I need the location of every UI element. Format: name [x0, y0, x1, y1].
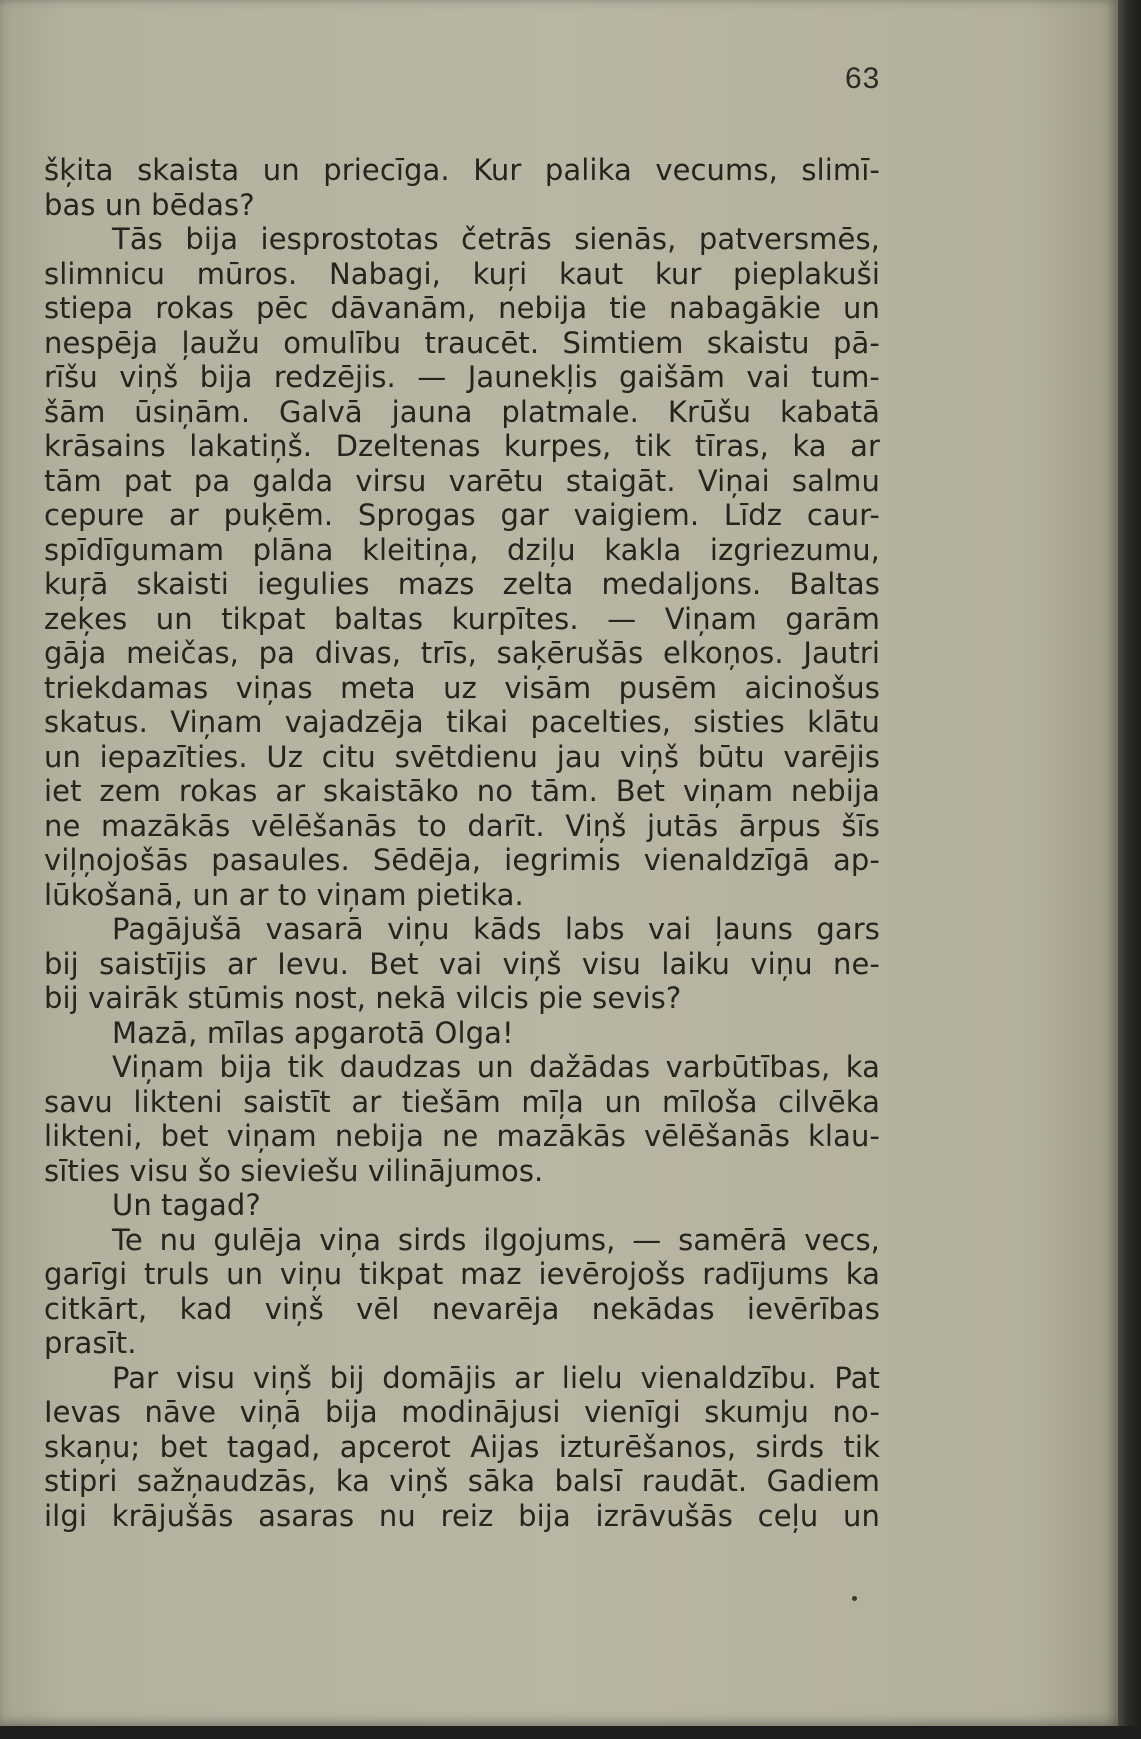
text-line: ne mazākās vēlēšanās to darīt. Viņš jutās ārpus šīs: [44, 808, 880, 843]
page-bottom-edge: [0, 1726, 1141, 1739]
text-line: slimnicu mūros. Nabagi, kuŗi kaut kur pieplakuši: [44, 256, 880, 291]
text-line: krāsains lakatiņš. Dzeltenas kurpes, tik tīras, ka ar: [44, 429, 880, 463]
ink-speck: [852, 1596, 857, 1601]
text-line: gāja meičas, pa divas, trīs, saķērušās elkoņos. Jautri: [44, 636, 880, 670]
text-line: garīgi truls un viņu tikpat maz ievērojošs radījums ka: [44, 1257, 880, 1291]
text-line: spīdīgumam plāna kleitiņa, dziļu kakla izgriezumu,: [44, 532, 880, 567]
text-line: bas un bēdas?: [44, 187, 255, 222]
text-line: prasīt.: [44, 1326, 137, 1360]
text-line: Mazā, mīlas apgarotā Olga!: [112, 1015, 514, 1050]
text-line: kuŗā skaisti iegulies mazs zelta medaljons. Baltas: [44, 567, 880, 601]
text-line: nespēja ļaužu omulību traucēt. Simtiem skaistu pā-: [44, 325, 880, 360]
text-line: šām ūsiņām. Galvā jauna platmale. Krūšu kabatā: [44, 394, 880, 429]
text-line: citkārt, kad viņš vēl nevarēja nekādas ievērības: [44, 1291, 880, 1326]
body-text: [44, 153, 880, 1533]
text-line: stipri sažņaudzās, ka viņš sāka balsī raudāt. Gadiem: [44, 1464, 880, 1498]
text-line: Pagājušā vasarā viņu kāds labs vai ļauns gars: [112, 912, 880, 946]
text-line: Ievas nāve viņā bija modinājusi vienīgi skumju no-: [44, 1395, 880, 1429]
text-line: rīšu viņš bija redzējis. — Jaunekļis gaišām vai tum-: [44, 360, 880, 394]
text-line: triekdamas viņas meta uz visām pusēm aicinošus: [44, 670, 880, 705]
text-line: sīties visu šo sieviešu vilinājumos.: [44, 1153, 544, 1188]
text-line: Tās bija iesprostotas četrās sienās, patversmēs,: [112, 222, 880, 256]
page-number: 63: [845, 62, 881, 95]
text-line: un iepazīties. Uz citu svētdienu jau viņš būtu varējis: [44, 739, 880, 774]
text-line: likteni, bet viņam nebija ne mazākās vēlēšanās klau-: [44, 1119, 880, 1153]
text-line: Par visu viņš bij domājis ar lielu vienaldzību. Pat: [112, 1360, 880, 1395]
text-line: Un tagad?: [112, 1188, 261, 1222]
book-spine-shadow: [1118, 0, 1141, 1739]
text-line: iet zem rokas ar skaistāko no tām. Bet viņam nebija: [44, 774, 880, 808]
text-line: bij vairāk stūmis nost, nekā vilcis pie sevis?: [44, 981, 682, 1015]
text-line: zeķes un tikpat baltas kurpītes. — Viņam garām: [44, 601, 880, 636]
text-line: viļņojošās pasaules. Sēdēja, iegrimis vienaldzīgā ap-: [44, 843, 880, 877]
text-line: bij saistījis ar Ievu. Bet vai viņš visu laiku viņu ne-: [44, 946, 880, 981]
text-line: tām pat pa galda virsu varētu staigāt. Viņai salmu: [44, 463, 880, 498]
text-line: skaņu; bet tagad, apcerot Aijas izturēšanos, sirds tik: [44, 1429, 880, 1464]
text-line: savu likteni saistīt ar tiešām mīļa un mīloša cilvēka: [44, 1084, 880, 1119]
text-line: stiepa rokas pēc dāvanām, nebija tie nabagākie un: [44, 291, 880, 325]
text-line: cepure ar puķēm. Sprogas gar vaigiem. Līdz caur-: [44, 498, 880, 532]
text-line: Viņam bija tik daudzas un dažādas varbūtības, ka: [112, 1050, 880, 1084]
text-line: ilgi krājušās asaras nu reiz bija izrāvušās ceļu un: [44, 1498, 880, 1533]
text-line: Te nu gulēja viņa sirds ilgojums, — samērā vecs,: [112, 1222, 880, 1257]
text-line: lūkošanā, un ar to viņam pietika.: [44, 877, 524, 912]
text-line: skatus. Viņam vajadzēja tikai pacelties, sisties klātu: [44, 705, 880, 739]
text-line: šķita skaista un priecīga. Kur palika vecums, slimī-: [44, 153, 880, 187]
